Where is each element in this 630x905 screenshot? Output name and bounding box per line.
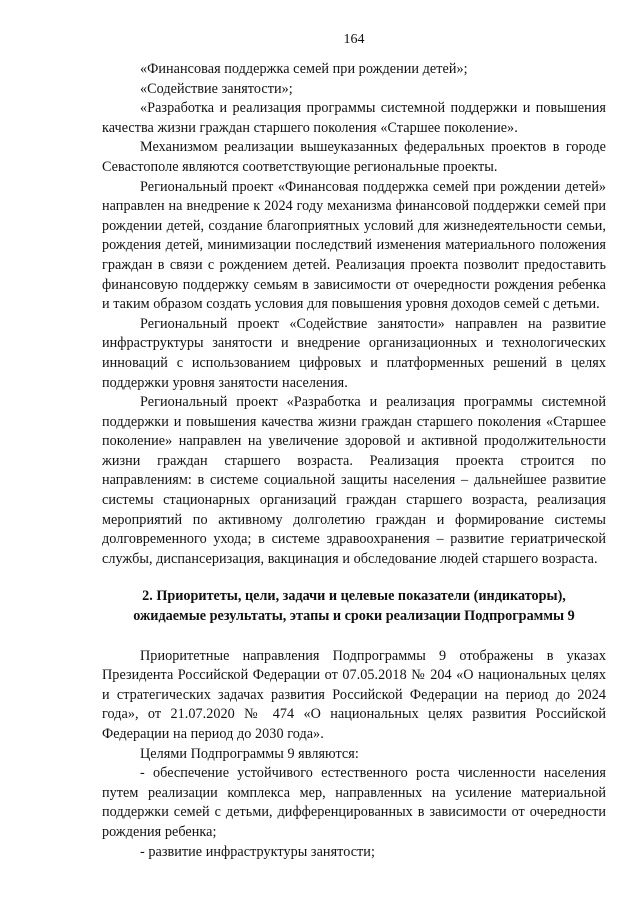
section-heading-line-2: ожидаемые результаты, этапы и сроки реализации Подпрограммы 9: [133, 608, 575, 625]
spacer: [102, 569, 606, 587]
paragraph-regional-family-support: Региональный проект «Финансовая поддержка семей при рождении детей» направлен на внедрение к 2024 году механизма финансовой поддержки семей при рождении детей, создание благоприятных условий для жизнедеятельности семьи, рождения детей, минимизации последствий изменения материального положения граждан в связи с рождением детей. Реализация проекта позволит предоставить финансовую поддержку семьям в зависимости от очередности рождения ребенка и таким образом создать условия для повышения уровня доходов семей с детьми.: [102, 178, 606, 313]
list-item-older-generation: «Разработка и реализация программы системной поддержки и повышения качества жизни граждан старшего поколения «Старшее поколение».: [102, 100, 606, 136]
list-item-employment: «Содействие занятости»;: [140, 80, 293, 97]
list-item-family-support: «Финансовая поддержка семей при рождении детей»;: [140, 61, 468, 77]
paragraph-regional-employment: Региональный проект «Содействие занятости» направлен на развитие инфраструктуры занятости и внедрение организационных и технологических инноваций с использованием цифровых и платформенных решений в целях поддержки уровня занятости населения.: [102, 315, 606, 391]
spacer: [102, 627, 606, 647]
page-number: 164: [343, 32, 365, 47]
paragraph-goals-intro: Целями Подпрограммы 9 являются:: [140, 745, 359, 762]
list-item-employment-infrastructure: - развитие инфраструктуры занятости;: [140, 843, 375, 860]
paragraph-regional-older-generation: Региональный проект «Разработка и реализация программы системной поддержки и повышения качества жизни граждан старшего поколения «Старшее поколение» направлен на увеличение здоровой и активной продолжительности жизни граждан старшего возраста. Реализация проекта строится по направлениям: в системе социальной защиты населения – дальнейшее развитие системы стационарных организаций граждан старшего возраста, реализация мероприятий по активному долголетию граждан и формирование системы долговременного ухода; в системе здравоохранения – развитие гериатрической службы, диспансеризация, вакцинация и обследование людей старшего возраста.: [102, 394, 606, 567]
paragraph-priorities: Приоритетные направления Подпрограммы 9 отображены в указах Президента Российской Федерации от 07.05.2018 № 204 «О национальных целях и стратегических задачах развития Российской Федерации на период до 2024 года», от 21.07.2020 № 474 «О национальных целях развития Российской Федерации на период до 2030 года».: [102, 647, 606, 742]
section-heading: [102, 587, 606, 626]
paragraph-mechanism: Механизмом реализации вышеуказанных федеральных проектов в городе Севастополе являются соответствующие региональные проекты.: [102, 139, 606, 175]
section-heading-line-1: 2. Приоритеты, цели, задачи и целевые показатели (индикаторы),: [142, 588, 566, 605]
list-item-population-growth: - обеспечение устойчивого естественного роста численности населения путем реализации комплекса мер, направленных на усиление материальной поддержки семей с детьми, дифференцированных в зависимости от очередности рождения ребенка;: [102, 765, 606, 840]
